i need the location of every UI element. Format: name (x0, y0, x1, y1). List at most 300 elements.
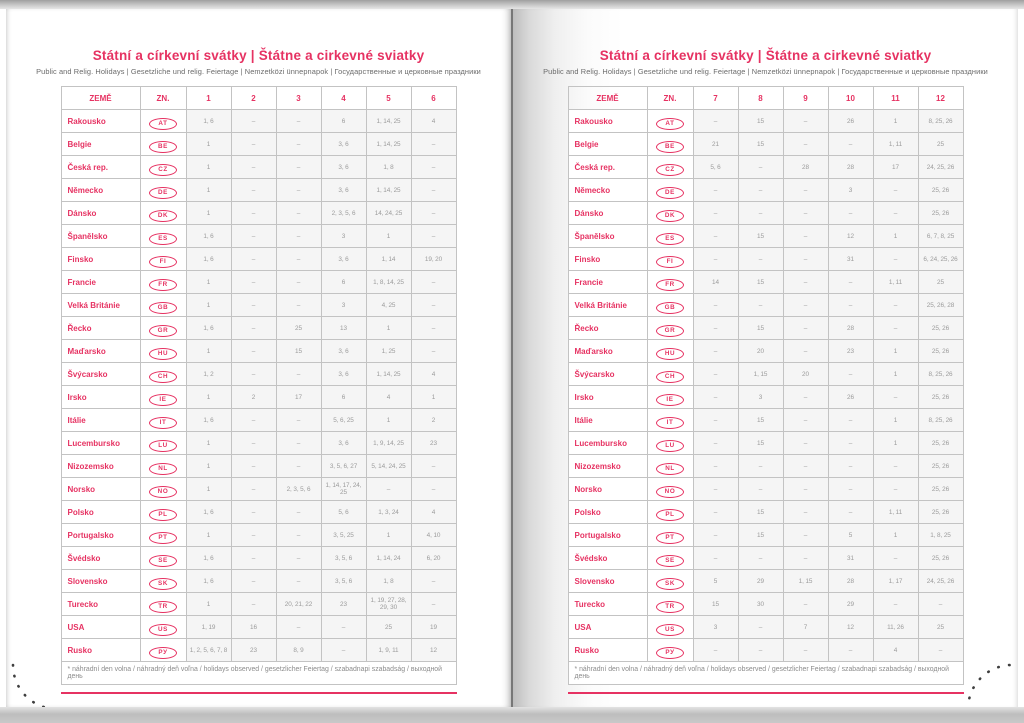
holiday-days-cell: – (276, 271, 321, 294)
table-row (61, 616, 456, 639)
country-code-cell (140, 616, 186, 639)
country-code-cell (647, 455, 693, 478)
footnote-row (61, 662, 456, 685)
footnote-text: * náhradní den volna / náhradný deň voľna / holidays observed / gesetzlicher Feiertag / szabadnapi szabadság / выходной день (568, 662, 963, 685)
column-header: 11 (873, 87, 918, 110)
country-code-cell (647, 133, 693, 156)
holiday-days-cell: 1, 19 (186, 616, 231, 639)
country-code-badge: NO (149, 486, 177, 498)
holiday-days-cell: – (738, 616, 783, 639)
country-code-cell (647, 363, 693, 386)
holiday-days-cell: 1 (873, 524, 918, 547)
holiday-days-cell: 25, 26 (918, 432, 963, 455)
country-name: Rusko (61, 639, 140, 662)
holiday-days-cell: – (783, 340, 828, 363)
holiday-days-cell: – (783, 179, 828, 202)
country-name: Turecko (61, 593, 140, 616)
holiday-days-cell: 1 (873, 432, 918, 455)
column-header: 2 (231, 87, 276, 110)
holiday-days-cell: 1 (366, 409, 411, 432)
holiday-days-cell: – (231, 593, 276, 616)
holiday-days-cell: 3, 5, 25 (321, 524, 366, 547)
table-row (568, 455, 963, 478)
table-row (568, 593, 963, 616)
country-name: Česká rep. (568, 156, 647, 179)
holiday-days-cell: 1, 6 (186, 317, 231, 340)
holiday-days-cell: – (693, 248, 738, 271)
holiday-days-cell: 25 (276, 317, 321, 340)
country-code-badge: ES (149, 233, 177, 245)
country-code-cell (647, 524, 693, 547)
holiday-days-cell: 1, 6 (186, 570, 231, 593)
country-code-cell (647, 547, 693, 570)
holiday-days-cell: 1 (186, 524, 231, 547)
holiday-days-cell: – (276, 110, 321, 133)
table-row (568, 340, 963, 363)
column-header: ZN. (647, 87, 693, 110)
page-title: Státní a církevní svátky | Štátne a cirkevné sviatky (92, 48, 425, 63)
holiday-days-cell: – (231, 248, 276, 271)
holiday-days-cell: – (693, 409, 738, 432)
holiday-days-cell: 31 (828, 547, 873, 570)
holiday-days-cell: 1, 11 (873, 133, 918, 156)
holiday-days-cell: – (918, 593, 963, 616)
holiday-days-cell: 1 (186, 455, 231, 478)
table-row (568, 363, 963, 386)
country-code-cell (140, 547, 186, 570)
country-code-cell (140, 455, 186, 478)
country-code-badge: DE (149, 187, 177, 199)
holiday-days-cell: – (783, 547, 828, 570)
table-row (61, 478, 456, 501)
holiday-days-cell: 1 (873, 409, 918, 432)
table-row (568, 271, 963, 294)
holiday-days-cell: 3, 5, 6 (321, 547, 366, 570)
country-code-cell (140, 570, 186, 593)
holiday-days-cell: 1 (873, 225, 918, 248)
holiday-days-cell: 20 (738, 340, 783, 363)
holiday-days-cell: – (231, 524, 276, 547)
holiday-days-cell: 6 (321, 110, 366, 133)
holiday-days-cell: 1, 14, 17, 24, 25 (321, 478, 366, 501)
holiday-days-cell: 1, 6 (186, 110, 231, 133)
holiday-days-cell: 7 (783, 616, 828, 639)
holiday-days-cell: – (693, 639, 738, 662)
holiday-days-cell: 15 (276, 340, 321, 363)
table-row (61, 432, 456, 455)
table-row (568, 248, 963, 271)
holiday-days-cell: 24, 25, 26 (918, 570, 963, 593)
country-code-cell (647, 386, 693, 409)
holiday-days-cell: 3, 6 (321, 179, 366, 202)
column-header: 12 (918, 87, 963, 110)
holiday-days-cell: 25, 26 (918, 455, 963, 478)
holiday-days-cell: 29 (738, 570, 783, 593)
holiday-days-cell: 1, 6 (186, 225, 231, 248)
holiday-days-cell: – (783, 409, 828, 432)
holiday-days-cell: – (411, 271, 456, 294)
country-name: Slovensko (568, 570, 647, 593)
holiday-days-cell: – (828, 409, 873, 432)
holiday-days-cell: – (693, 455, 738, 478)
holiday-days-cell: – (828, 639, 873, 662)
table-row (61, 501, 456, 524)
holiday-days-cell: 1 (186, 133, 231, 156)
holiday-days-cell: – (276, 156, 321, 179)
holiday-days-cell: 1, 17 (873, 570, 918, 593)
country-name: Dánsko (568, 202, 647, 225)
country-code-cell (140, 294, 186, 317)
country-name: Nizozemsko (61, 455, 140, 478)
holiday-days-cell: – (783, 110, 828, 133)
holiday-days-cell: 15 (738, 271, 783, 294)
holiday-days-cell: 25 (918, 133, 963, 156)
holiday-days-cell: 15 (738, 317, 783, 340)
holiday-days-cell: – (276, 501, 321, 524)
holiday-days-cell: – (231, 317, 276, 340)
country-code-cell (140, 478, 186, 501)
holiday-days-cell: 1, 11 (873, 501, 918, 524)
holiday-days-cell: 8, 25, 26 (918, 409, 963, 432)
holiday-days-cell: 20 (783, 363, 828, 386)
holiday-days-cell: 1, 6 (186, 547, 231, 570)
holiday-days-cell: 1 (186, 593, 231, 616)
holiday-days-cell: 2 (411, 409, 456, 432)
country-name: Rakousko (568, 110, 647, 133)
country-code-badge: DE (656, 187, 684, 199)
country-code-badge: CH (149, 371, 177, 383)
table-row (568, 202, 963, 225)
country-code-badge: LU (656, 440, 684, 452)
country-name: Švédsko (568, 547, 647, 570)
holiday-days-cell: 28 (828, 156, 873, 179)
holiday-days-cell: – (738, 202, 783, 225)
holiday-days-cell: 1, 9, 11 (366, 639, 411, 662)
country-code-cell (140, 225, 186, 248)
holiday-days-cell: 15 (693, 593, 738, 616)
footnote-row (568, 662, 963, 685)
country-code-cell (647, 478, 693, 501)
holiday-days-cell: – (276, 133, 321, 156)
country-code-cell (140, 179, 186, 202)
holiday-days-cell: – (693, 225, 738, 248)
holiday-days-cell: – (783, 639, 828, 662)
holiday-days-cell: 1, 15 (738, 363, 783, 386)
holiday-days-cell: – (276, 202, 321, 225)
holiday-days-cell: – (783, 202, 828, 225)
table-row (568, 110, 963, 133)
table-row (61, 317, 456, 340)
country-code-badge: DK (149, 210, 177, 222)
holiday-days-cell: 20, 21, 22 (276, 593, 321, 616)
table-row (568, 501, 963, 524)
country-code-badge: TR (656, 601, 684, 613)
holiday-days-cell: – (783, 432, 828, 455)
holiday-days-cell: – (693, 340, 738, 363)
country-code-badge: AT (149, 118, 177, 130)
column-header: 7 (693, 87, 738, 110)
holiday-days-cell: 6, 20 (411, 547, 456, 570)
holiday-days-cell: 14, 24, 25 (366, 202, 411, 225)
holiday-days-cell: 17 (873, 156, 918, 179)
table-row (568, 639, 963, 662)
holiday-days-cell: – (738, 156, 783, 179)
table-row (61, 110, 456, 133)
country-code-badge: PL (656, 509, 684, 521)
country-code-badge: SE (149, 555, 177, 567)
country-name: Lucembursko (568, 432, 647, 455)
holiday-days-cell: 8, 25, 26 (918, 363, 963, 386)
holiday-days-cell: 1 (873, 340, 918, 363)
holiday-days-cell: 1 (186, 340, 231, 363)
country-code-cell (647, 225, 693, 248)
holiday-days-cell: – (693, 202, 738, 225)
table-row (61, 271, 456, 294)
holiday-days-cell: 12 (411, 639, 456, 662)
holiday-days-cell: – (693, 317, 738, 340)
holiday-days-cell: 3, 6 (321, 432, 366, 455)
holiday-days-cell: – (828, 363, 873, 386)
country-code-badge: LU (149, 440, 177, 452)
holiday-days-cell: 12 (828, 225, 873, 248)
page-title: Státní a církevní svátky | Štátne a cirkevné sviatky (599, 48, 932, 63)
country-code-cell (140, 110, 186, 133)
holiday-days-cell: – (783, 501, 828, 524)
holiday-days-cell: – (738, 478, 783, 501)
holiday-days-cell: – (411, 133, 456, 156)
table-row (568, 386, 963, 409)
country-name: Maďarsko (61, 340, 140, 363)
country-name: Německo (61, 179, 140, 202)
holiday-days-cell: – (828, 294, 873, 317)
country-code-badge: BE (656, 141, 684, 153)
holiday-days-cell: – (276, 432, 321, 455)
holiday-days-cell: – (693, 501, 738, 524)
country-code-cell (140, 524, 186, 547)
holiday-days-cell: – (873, 179, 918, 202)
holiday-days-cell: 1, 14 (366, 248, 411, 271)
holiday-days-cell: 1 (186, 271, 231, 294)
holiday-days-cell: – (276, 409, 321, 432)
holiday-days-cell: – (828, 478, 873, 501)
holiday-days-cell: – (276, 524, 321, 547)
column-header: 1 (186, 87, 231, 110)
holiday-days-cell: 1, 3, 24 (366, 501, 411, 524)
holiday-days-cell: – (411, 455, 456, 478)
holiday-days-cell: – (276, 248, 321, 271)
holiday-days-cell: – (231, 133, 276, 156)
country-name: Belgie (568, 133, 647, 156)
table-row (61, 133, 456, 156)
country-name: Polsko (568, 501, 647, 524)
holiday-days-cell: 14 (693, 271, 738, 294)
holiday-days-cell: – (321, 639, 366, 662)
holiday-days-cell: – (783, 133, 828, 156)
country-code-badge: HU (149, 348, 177, 360)
holiday-days-cell: 4 (873, 639, 918, 662)
holiday-days-cell: 11, 26 (873, 616, 918, 639)
holiday-days-cell: – (411, 570, 456, 593)
holiday-days-cell: – (276, 570, 321, 593)
country-name: Česká rep. (61, 156, 140, 179)
country-code-badge: DK (656, 210, 684, 222)
holiday-days-cell: – (231, 179, 276, 202)
country-code-badge: US (656, 624, 684, 636)
right-page (511, 9, 1018, 707)
holiday-days-cell: 5 (693, 570, 738, 593)
holiday-days-cell: 3, 6 (321, 133, 366, 156)
country-code-cell (140, 317, 186, 340)
holiday-days-cell: – (873, 455, 918, 478)
holiday-days-cell: 28 (828, 570, 873, 593)
holiday-days-cell: 28 (783, 156, 828, 179)
country-name: Portugalsko (61, 524, 140, 547)
holiday-days-cell: – (693, 432, 738, 455)
table-row (61, 363, 456, 386)
country-code-badge: PL (149, 509, 177, 521)
country-code-badge: GB (656, 302, 684, 314)
country-name: Slovensko (61, 570, 140, 593)
country-code-badge: SK (149, 578, 177, 590)
table-row (568, 133, 963, 156)
country-name: Švýcarsko (61, 363, 140, 386)
table-row (61, 639, 456, 662)
holiday-days-cell: 15 (738, 501, 783, 524)
holiday-days-cell: – (783, 248, 828, 271)
holiday-days-cell: – (231, 363, 276, 386)
holiday-days-cell: 1, 14, 25 (366, 110, 411, 133)
table-row (61, 409, 456, 432)
holiday-days-cell: 1 (186, 386, 231, 409)
country-name: Itálie (568, 409, 647, 432)
country-name: Francie (568, 271, 647, 294)
holiday-days-cell: 25 (918, 271, 963, 294)
country-code-badge: GR (149, 325, 177, 337)
country-code-badge: РУ (656, 647, 684, 659)
country-code-badge: IT (149, 417, 177, 429)
country-code-cell (647, 501, 693, 524)
holiday-days-cell: 3, 6 (321, 248, 366, 271)
country-code-cell (647, 294, 693, 317)
country-code-cell (647, 202, 693, 225)
holiday-days-cell: 29 (828, 593, 873, 616)
holiday-days-cell: 15 (738, 133, 783, 156)
country-code-cell (647, 340, 693, 363)
table-row (568, 570, 963, 593)
column-header: 9 (783, 87, 828, 110)
holiday-days-cell: 25, 26 (918, 501, 963, 524)
country-code-badge: IE (149, 394, 177, 406)
country-code-badge: GB (149, 302, 177, 314)
holiday-days-cell: – (231, 432, 276, 455)
table-row (61, 202, 456, 225)
holiday-days-cell: 19 (411, 616, 456, 639)
holidays-table-months-1-6 (61, 86, 457, 685)
holiday-days-cell: 1 (186, 179, 231, 202)
holiday-days-cell: 21 (693, 133, 738, 156)
holiday-days-cell: – (828, 432, 873, 455)
country-code-cell (647, 409, 693, 432)
country-code-badge: FI (656, 256, 684, 268)
country-name: Norsko (568, 478, 647, 501)
country-name: Belgie (61, 133, 140, 156)
holiday-days-cell: 2 (231, 386, 276, 409)
holiday-days-cell: 1, 6 (186, 501, 231, 524)
country-code-cell (647, 110, 693, 133)
holiday-days-cell: – (873, 478, 918, 501)
holiday-days-cell: 2, 3, 5, 6 (321, 202, 366, 225)
table-row (568, 225, 963, 248)
holiday-days-cell: 1, 15 (783, 570, 828, 593)
holiday-days-cell: – (321, 616, 366, 639)
holiday-days-cell: 5, 6 (321, 501, 366, 524)
holiday-days-cell: 26 (828, 386, 873, 409)
holiday-days-cell: – (411, 317, 456, 340)
country-name: Německo (568, 179, 647, 202)
table-row (61, 386, 456, 409)
holiday-days-cell: – (276, 294, 321, 317)
holiday-days-cell: – (873, 317, 918, 340)
country-name: Polsko (61, 501, 140, 524)
country-code-cell (140, 271, 186, 294)
column-header: 10 (828, 87, 873, 110)
holiday-days-cell: 4 (366, 386, 411, 409)
country-code-badge: SK (656, 578, 684, 590)
country-code-badge: SE (656, 555, 684, 567)
table-row (568, 524, 963, 547)
column-header: ZN. (140, 87, 186, 110)
holiday-days-cell: 31 (828, 248, 873, 271)
country-name: Portugalsko (568, 524, 647, 547)
country-name: Rusko (568, 639, 647, 662)
holiday-days-cell: 1 (186, 202, 231, 225)
holiday-days-cell: – (693, 179, 738, 202)
holiday-days-cell: 1, 9, 14, 25 (366, 432, 411, 455)
holiday-days-cell: – (411, 478, 456, 501)
holiday-days-cell: – (738, 639, 783, 662)
holiday-days-cell: 1, 2, 5, 6, 7, 8 (186, 639, 231, 662)
holiday-days-cell: 5 (828, 524, 873, 547)
holiday-days-cell: 3, 5, 6 (321, 570, 366, 593)
holiday-days-cell: – (738, 294, 783, 317)
holiday-days-cell: – (783, 271, 828, 294)
holiday-days-cell: – (276, 616, 321, 639)
holiday-days-cell: 15 (738, 432, 783, 455)
holiday-days-cell: – (873, 248, 918, 271)
country-code-cell (140, 133, 186, 156)
country-code-cell (647, 616, 693, 639)
table-row (568, 179, 963, 202)
holiday-days-cell: 1, 19, 27, 28, 29, 30 (366, 593, 411, 616)
holiday-days-cell: 1 (186, 432, 231, 455)
table-row (568, 409, 963, 432)
country-name: Velká Británie (61, 294, 140, 317)
column-header: 5 (366, 87, 411, 110)
holiday-days-cell: 3 (828, 179, 873, 202)
country-name: Turecko (568, 593, 647, 616)
holiday-days-cell: 12 (828, 616, 873, 639)
holiday-days-cell: 8, 25, 26 (918, 110, 963, 133)
holiday-days-cell: 4 (411, 363, 456, 386)
country-code-cell (647, 248, 693, 271)
holiday-days-cell: – (366, 478, 411, 501)
country-name: Finsko (568, 248, 647, 271)
column-header: ZEMĚ (568, 87, 647, 110)
country-name: USA (568, 616, 647, 639)
holiday-days-cell: 17 (276, 386, 321, 409)
holiday-days-cell: 1, 8, 25 (918, 524, 963, 547)
holiday-days-cell: 3, 6 (321, 363, 366, 386)
